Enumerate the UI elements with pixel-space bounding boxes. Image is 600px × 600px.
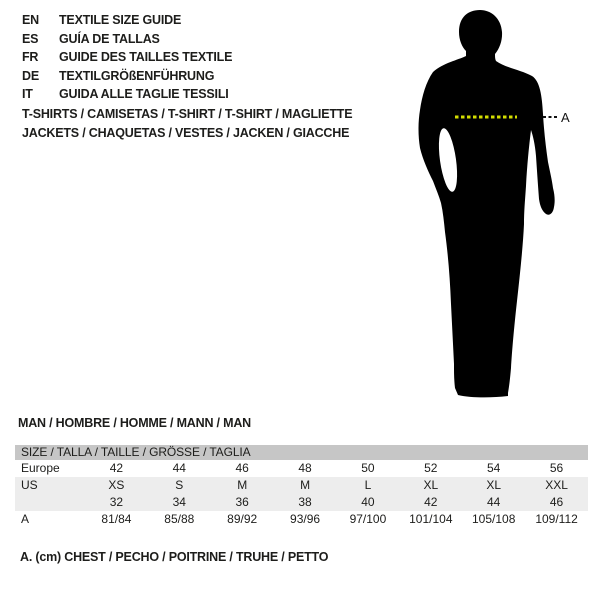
size-value: 54 bbox=[487, 461, 501, 475]
size-value: 46 bbox=[549, 495, 564, 509]
man-silhouette-figure bbox=[413, 6, 570, 398]
man-silhouette bbox=[419, 10, 555, 397]
language-code: IT bbox=[22, 87, 33, 102]
size-value: 44 bbox=[172, 461, 186, 475]
size-value: 42 bbox=[424, 495, 438, 509]
language-title: TEXTILE SIZE GUIDE bbox=[59, 13, 182, 28]
size-value: 44 bbox=[487, 495, 501, 509]
size-value: 56 bbox=[549, 461, 564, 475]
size-value: 50 bbox=[361, 461, 375, 475]
size-value: 38 bbox=[298, 495, 312, 509]
size-value: 109/112 bbox=[535, 512, 578, 526]
language-title: GUIDA ALLE TAGLIE TESSILI bbox=[59, 87, 229, 102]
language-row-it bbox=[22, 85, 232, 104]
size-value: M bbox=[300, 478, 311, 492]
size-value: XS bbox=[108, 478, 125, 492]
table-row-chest-a bbox=[15, 511, 588, 528]
measure-label-a: A bbox=[561, 110, 570, 125]
category-tshirts: T-SHIRTS / CAMISETAS / T-SHIRT / T-SHIRT / MAGLIETTE bbox=[22, 107, 353, 121]
row-label: A bbox=[21, 512, 30, 526]
size-value: S bbox=[175, 478, 184, 492]
category-list bbox=[22, 105, 352, 143]
size-value: L bbox=[364, 478, 372, 492]
language-code: ES bbox=[22, 31, 39, 46]
size-value: 34 bbox=[172, 495, 186, 509]
language-title: GUÍA DE TALLAS bbox=[59, 31, 160, 46]
language-row-de bbox=[22, 67, 232, 86]
size-value: XL bbox=[423, 478, 439, 492]
size-value: 101/104 bbox=[409, 512, 453, 526]
size-value: 52 bbox=[424, 461, 438, 475]
section-title-man: MAN / HOMBRE / HOMME / MANN / MAN bbox=[18, 416, 251, 430]
size-value: 93/96 bbox=[290, 512, 321, 526]
measurement-footnote: A. (cm) CHEST / PECHO / POITRINE / TRUHE / PETTO bbox=[20, 550, 329, 564]
row-label bbox=[15, 494, 85, 511]
man-silhouette-svg bbox=[413, 6, 570, 398]
size-value: 85/88 bbox=[164, 512, 195, 526]
size-table bbox=[15, 445, 588, 528]
language-title: TEXTILGRÖßENFÜHRUNG bbox=[59, 68, 215, 83]
size-value: 46 bbox=[235, 461, 249, 475]
language-row-es bbox=[22, 30, 232, 49]
size-value: 97/100 bbox=[349, 512, 387, 526]
language-code: EN bbox=[22, 13, 39, 28]
size-value: M bbox=[237, 478, 248, 492]
size-table-header: SIZE / TALLA / TAILLE / GRÖSSE / TAGLIA bbox=[15, 445, 588, 460]
language-title: GUIDE DES TAILLES TEXTILE bbox=[59, 50, 233, 65]
table-row-us bbox=[15, 477, 588, 494]
language-list bbox=[22, 11, 232, 104]
table-row-numeric bbox=[15, 494, 588, 511]
size-value: 40 bbox=[361, 495, 375, 509]
category-jackets: JACKETS / CHAQUETAS / VESTES / JACKEN / GIACCHE bbox=[22, 126, 350, 140]
row-label: Europe bbox=[21, 461, 60, 475]
size-value: 42 bbox=[109, 461, 124, 475]
language-code: DE bbox=[22, 68, 39, 83]
size-value: 32 bbox=[109, 495, 124, 509]
table-row-europe bbox=[15, 460, 588, 477]
size-value: 105/108 bbox=[471, 512, 516, 526]
row-label: US bbox=[21, 478, 38, 492]
size-value: XXL bbox=[545, 478, 568, 492]
size-value: 89/92 bbox=[227, 512, 258, 526]
language-row-fr bbox=[22, 48, 232, 67]
size-value: XL bbox=[486, 478, 502, 492]
size-value: 36 bbox=[235, 495, 249, 509]
size-value: 48 bbox=[298, 461, 312, 475]
language-row-en bbox=[22, 11, 232, 30]
size-value: 81/84 bbox=[101, 512, 132, 526]
language-code: FR bbox=[22, 50, 39, 65]
